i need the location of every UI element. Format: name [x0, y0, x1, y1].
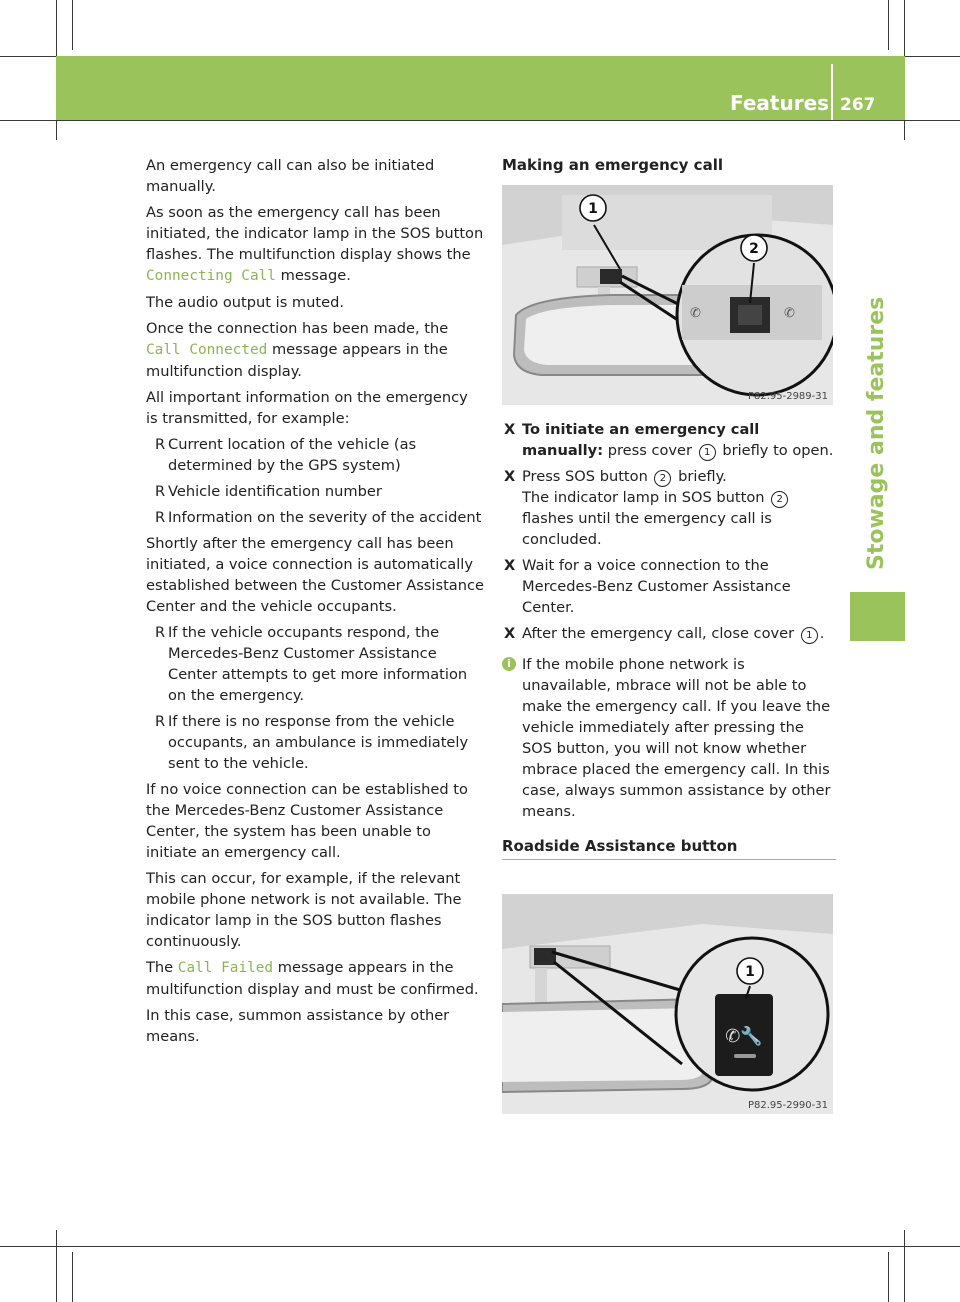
callout-label: 2 [749, 241, 759, 257]
crop-mark [56, 1230, 57, 1302]
figure-sos-button [502, 185, 833, 405]
crop-mark [72, 1252, 73, 1302]
list-item: R If there is no response from the vehicle occupants, an ambulance is immediately sent to the vehicle. [155, 713, 469, 772]
paragraph: An emergency call can also be initiated manually. [146, 157, 435, 195]
right-column [502, 155, 836, 176]
left-column [146, 155, 484, 1047]
figure-code: P82.95-2990-31 [747, 1100, 828, 1111]
header-divider [831, 64, 833, 120]
side-section-label: Stowage and features [864, 296, 889, 570]
crop-mark [72, 0, 73, 50]
callout-label: 1 [588, 201, 598, 217]
paragraph: Once the connection has been made, the Call Connected message appears in the multifunction display. [146, 320, 449, 380]
paragraph: This can occur, for example, if the relevant mobile phone network is not available. The indicator lamp in the SOS button flashes continuously. [146, 870, 462, 950]
crop-mark [888, 0, 889, 50]
crop-mark [0, 120, 960, 121]
section-heading: Making an emergency call [502, 156, 723, 174]
display-message: Call Connected [146, 342, 268, 358]
svg-text:✆: ✆ [784, 306, 795, 321]
right-column-body [502, 419, 836, 860]
crop-mark [888, 1252, 889, 1302]
display-message: Connecting Call [146, 268, 276, 284]
list-item: X Wait for a voice connection to the Mercedes-Benz Customer Assistance Center. [504, 557, 791, 616]
list-item: R Current location of the vehicle (as determined by the GPS system) [155, 436, 417, 474]
figure-code: P82.95-2989-31 [747, 391, 828, 402]
list-item: X To initiate an emergency call manually: press cover 1 briefly to open. [504, 421, 834, 459]
page-number: 267 [840, 95, 876, 115]
paragraph: The audio output is muted. [146, 294, 344, 311]
section-title: Features [730, 91, 830, 115]
info-note: i If the mobile phone network is unavailable, mbrace will not be able to make the emergency call. If you leave the vehicle immediately after pressing the SOS button, you will not know whether mbrace placed the emergency call. In this case, always summon assistance by other means. [502, 654, 836, 822]
info-icon: i [502, 657, 516, 671]
paragraph: All important information on the emergency is transmitted, for example: [146, 389, 468, 427]
list-item: R Vehicle identification number [155, 483, 382, 500]
display-message: Call Failed [177, 960, 274, 976]
svg-text:✆: ✆ [690, 306, 701, 321]
list-item: R If the vehicle occupants respond, the Mercedes-Benz Customer Assistance Center attempts to get more information on the emergency. [155, 624, 468, 704]
paragraph: As soon as the emergency call has been initiated, the indicator lamp in the SOS button flashes. The multifunction display shows the Connecting Call message. [146, 204, 484, 284]
side-thumb-tab [850, 592, 905, 641]
crop-mark [0, 1246, 960, 1247]
paragraph: If no voice connection can be established to the Mercedes-Benz Customer Assistance Center, the system has been unable to initiate an emergency call. [146, 781, 468, 861]
phone-wrench-icon: ✆🔧 [725, 1026, 763, 1047]
callout-label: 1 [745, 964, 755, 980]
figure-roadside-button [502, 894, 833, 1114]
paragraph: The Call Failed message appears in the multifunction display and must be confirmed. [146, 959, 479, 998]
paragraph: Shortly after the emergency call has been initiated, a voice connection is automatically established between the Customer Assistance Center and the vehicle occupants. [146, 535, 484, 615]
list-item: X Press SOS button 2 briefly. The indicator lamp in SOS button 2 flashes until the emergency call is concluded. [502, 466, 836, 550]
section-heading: Roadside Assistance button [502, 836, 836, 860]
list-item: R Information on the severity of the accident [155, 509, 482, 526]
paragraph: In this case, summon assistance by other means. [146, 1007, 450, 1045]
list-item: X After the emergency call, close cover 1 . [504, 625, 825, 642]
